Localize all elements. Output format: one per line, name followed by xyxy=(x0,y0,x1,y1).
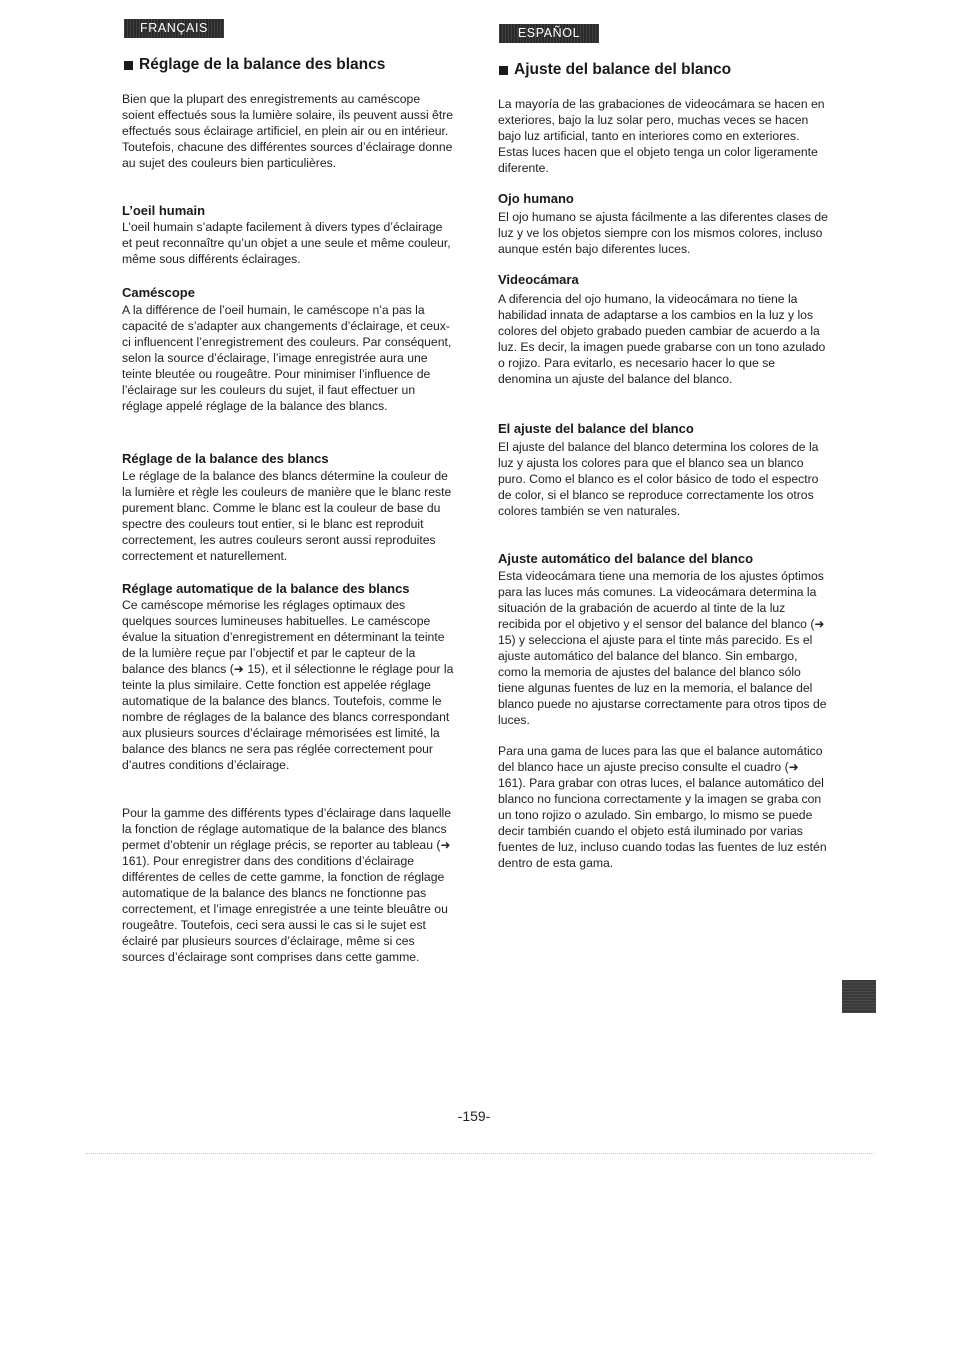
footer-divider xyxy=(86,1153,874,1154)
subheading-spanish-ojo-humano: Ojo humano xyxy=(498,191,574,206)
subheading-french-reglage-balance: Réglage de la balance des blancs xyxy=(122,451,329,466)
paragraph-spanish-ojo-humano: El ojo humano se ajusta fácilmente a las diferentes clases de luz y ve los objetos siempre con los mismos colores, incluso aunque estén bajo diferentes luces. xyxy=(498,210,828,256)
section-title-french xyxy=(124,56,385,74)
subheading-french-camescope: Caméscope xyxy=(122,285,195,300)
subheading-french-reglage-automatique: Réglage automatique de la balance des blancs xyxy=(122,581,410,596)
paragraph-french-oeil-humain: L’oeil humain s’adapte facilement à divers types d’éclairage et peut reconnaître qu’un objet a une seule et même couleur, même sous différents éclairages. xyxy=(122,220,451,266)
language-badge-spanish: ESPAÑOL xyxy=(499,24,599,43)
subheading-spanish-ajuste-balance: El ajuste del balance del blanco xyxy=(498,421,694,436)
intro-paragraph-french: Bien que la plupart des enregistrements au caméscope soient effectués sous la lumière solaire, ils peuvent aussi être effectués sous éclairage artificiel, en plein air ou en intérieur. Toutefois, chacune des différentes sources d’éclairage donne au sujet des couleurs bien particulières. xyxy=(122,92,454,170)
language-badge-french: FRANÇAIS xyxy=(124,19,224,38)
subheading-spanish-videocamara: Videocámara xyxy=(498,272,579,287)
square-bullet-icon xyxy=(499,66,508,75)
paragraph-french-reglage-automatique: Ce caméscope mémorise les réglages optimaux des quelques sources lumineuses habituelles. Le caméscope évalue la situation d’enregistrement en déterminant la teinte de la lumière reçue par l’objectif et par le capteur de la balance des blancs (➜ 15), et il sélectionne le réglage pour la teinte la plus similaire. Cette fonction est appelée réglage automatique de la balance des blancs. Toutefois, comme le nombre de réglages de la balance des blancs correspondant aux plusieurs sources d’éclairage mémorisées est limité, la balance des blancs ne sera pas réglée correctement pour d’autres conditions d’éclairage. xyxy=(122,598,454,772)
page-number xyxy=(0,1108,954,1124)
paragraph-spanish-videocamara: A diferencia del ojo humano, la videocámara no tiene la habilidad innata de adaptarse a los cambios en la luz y los colores del objeto grabado pueden cambiar de acuerdo a la luz. Es decir, la imagen puede grabarse con un tono azulado o rojizo. Para evitarlo, es necesario hacer lo que se denomina un ajuste del balance del blanco. xyxy=(498,292,826,386)
section-title-french-text: Réglage de la balance des blancs xyxy=(139,56,386,73)
subheading-spanish-ajuste-automatico: Ajuste automático del balance del blanco xyxy=(498,551,754,566)
paragraph-spanish-ajuste-automatico: Esta videocámara tiene una memoria de los ajustes óptimos para las luces más comunes. La videocámara determina la situación de la grabación de acuerdo al tinte de la luz recibida por el objetivo y el sensor del balance del blanco (➜ 15) y selecciona el ajuste para el tinte más parecido. Es el ajuste automático del balance del blanco. Sin embargo, como la memoria de ajustes del balance del blanco sólo tiene algunas fuentes de luz en la memoria, el balance del blanco puede no ajustarse correctamente para otros tipos de luces. xyxy=(498,569,827,727)
section-title-spanish-text: Ajuste del balance del blanco xyxy=(514,61,732,78)
page-number-text: -159- xyxy=(457,1108,491,1124)
page-edge-index-tab xyxy=(842,980,876,1013)
section-title-spanish xyxy=(499,61,731,79)
paragraph-french-reglage-balance: Le réglage de la balance des blancs détermine la couleur de la lumière et règle les couleurs de manière que le blanc reste purement blanc. Comme le blanc est la couleur de base du spectre des couleurs tout entier, si le blanc est reproduit correctement, les autres couleurs seront aussi reproduites correctement et naturellement. xyxy=(122,469,452,563)
square-bullet-icon xyxy=(124,61,133,70)
paragraph-spanish-ajuste-balance: El ajuste del balance del blanco determina los colores de la luz y ajusta los colores para que el blanco sea un blanco puro. Como el blanco es el color básico de todo el espectro de color, si el blanco se reproduce correctamente los otros colores también se ven naturales. xyxy=(498,440,819,518)
closing-paragraph-french: Pour la gamme des différents types d’éclairage dans laquelle la fonction de réglage automatique de la balance des blancs permet d’obtenir un réglage précis, se reporter au tableau (➜ 161). Pour enregistrer dans des conditions d’éclairage différentes de celles de cette gamme, la fonction de réglage automatique de la balance des blancs ne fonctionne pas correctement, et l’image enregistrée a une teinte bleuâtre ou rougeâtre. Toutefois, ceci sera aussi le cas si le sujet est éclairé par plusieurs sources d’éclairage, même si ces sources d’éclairage sont comprises dans cette gamme. xyxy=(122,806,452,964)
subheading-french-oeil-humain: L’oeil humain xyxy=(122,203,206,218)
intro-paragraph-spanish: La mayoría de las grabaciones de videocámara se hacen en exteriores, bajo la luz solar pero, muchas veces se hacen bajo luz artificial, tanto en interiores como en exteriores. Estas luces hacen que el objeto tenga un color ligeramente diferente. xyxy=(498,97,825,175)
closing-paragraph-spanish: Para una gama de luces para las que el balance automático del blanco hace un ajuste preciso consulte el cuadro (➜ 161). Para grabar con otras luces, el balance automático del blanco no funciona correctamente y la imagen se graba con un tono rojizo o azulado. Sin embargo, lo mismo se puede decir también cuando el objeto está iluminado por varias fuentes de luz, incluso cuando todas las fuentes de luz estén dentro de esta gama. xyxy=(498,744,827,870)
paragraph-french-camescope: A la différence de l’oeil humain, le caméscope n’a pas la capacité de s’adapter aux changements d’éclairage, et ceux-ci influencent l’enregistrement des couleurs. Par conséquent, selon la source d’éclairage, l’image enregistrée aura une teinte bleutée ou rougeâtre. Pour minimiser l’influence de l’éclairage sur les couleurs du sujet, il faut effectuer un réglage appelé réglage de la balance des blancs. xyxy=(122,303,452,413)
